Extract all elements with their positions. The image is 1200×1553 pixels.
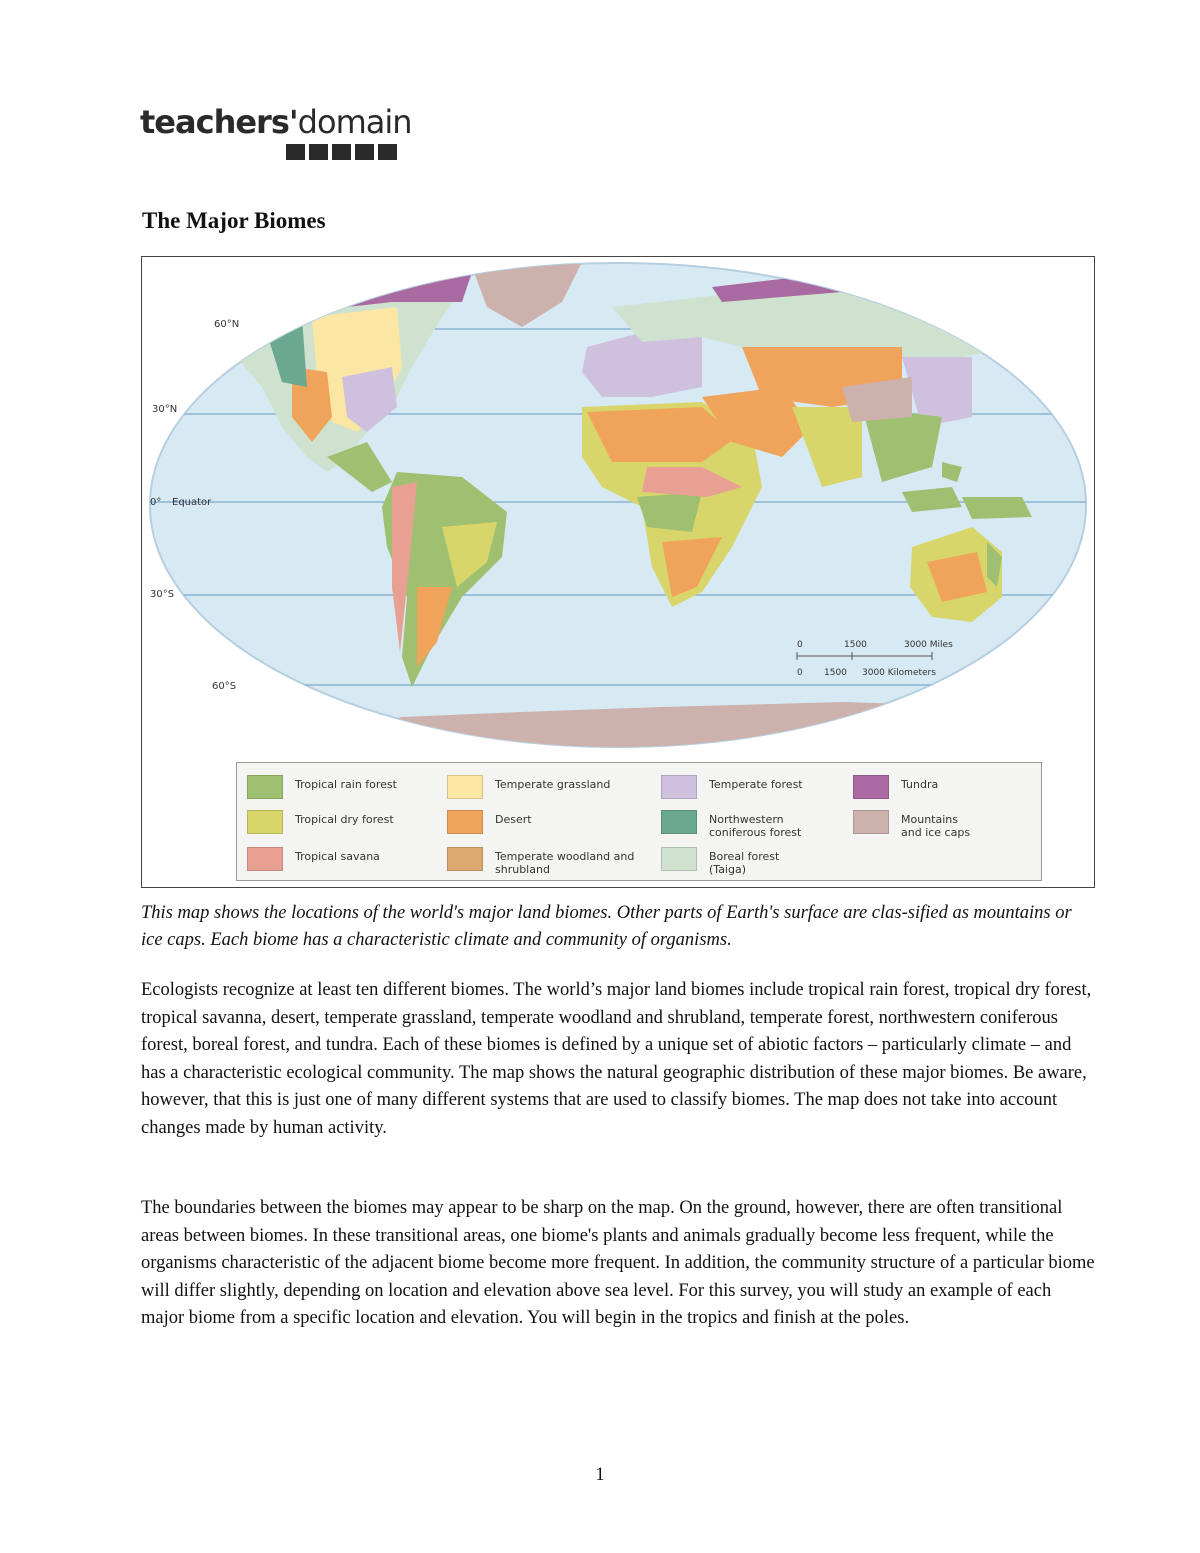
legend-item-temperate-woodland [447, 847, 635, 876]
legend-item-tropical-dry-forest [247, 810, 394, 834]
legend-item-boreal-forest [661, 847, 809, 876]
legend-label: Tropical rain forest [295, 778, 397, 791]
page-title: The Major Biomes [142, 208, 326, 233]
legend-item-tropical-savana [247, 847, 380, 871]
world-biome-map [142, 257, 1094, 757]
logo-square [286, 144, 305, 160]
legend-item-northwestern-coniferous-forest [661, 810, 819, 839]
lat-label-60s: 60°S [212, 681, 237, 692]
legend-swatch [247, 810, 283, 834]
legend-label: Boreal forest (Taiga) [709, 850, 780, 876]
lat-label-30s: 30°S [150, 589, 175, 600]
legend-item-temperate-forest [661, 775, 803, 799]
scale-mile-0: 0 [797, 640, 803, 650]
scale-mile-1500: 1500 [844, 640, 867, 650]
legend-swatch [247, 775, 283, 799]
scale-mile-3000: 3000 Miles [904, 640, 953, 650]
legend-label: Desert [495, 813, 532, 826]
lat-label-60n: 60°N [214, 319, 240, 330]
legend-label: Mountains and ice caps [901, 813, 971, 839]
logo-squares [286, 144, 397, 160]
legend-item-tundra [853, 775, 938, 799]
logo-square [355, 144, 374, 160]
legend-item-desert [447, 810, 532, 834]
lat-label-30n: 30°N [152, 404, 178, 415]
logo-square [309, 144, 328, 160]
lat-label-0: 0° [150, 497, 162, 508]
equator-label: Equator [172, 497, 212, 508]
legend-swatch [447, 810, 483, 834]
map-legend [236, 762, 1042, 881]
logo-square [332, 144, 351, 160]
legend-label: Northwestern coniferous forest [709, 813, 802, 839]
page-number: 1 [595, 1465, 605, 1485]
legend-item-temperate-grassland [447, 775, 610, 799]
legend-label: Tundra [901, 778, 939, 791]
logo-square [378, 144, 397, 160]
legend-swatch [447, 775, 483, 799]
legend-label: Temperate grassland [495, 778, 611, 791]
legend-swatch [661, 775, 697, 799]
biome-map-figure [141, 256, 1095, 888]
legend-swatch [247, 847, 283, 871]
legend-item-tropical-rain-forest [247, 775, 397, 799]
scale-km-3000: 3000 Kilometers [862, 668, 936, 678]
legend-label: Temperate woodland and shrubland [495, 850, 635, 876]
body-paragraph: The boundaries between the biomes may appear to be sharp on the map. On the ground, however, there are often transitional areas between biomes. In these transitional areas, one biome's plants and animals gradually become less frequent, while the organisms characteristic of the adjacent biome become more frequent. In addition, the community structure of a particular biome will differ slightly, depending on location and elevation above sea level. For this survey, you will study an example of each major biome from a specific location and elevation. You will begin in the tropics and finish at the poles. [141, 1198, 1095, 1328]
legend-label: Temperate forest [709, 778, 803, 791]
legend-item-mountains-ice-caps [853, 810, 981, 839]
legend-label: Tropical dry forest [295, 813, 394, 826]
logo-wordmark: teachers'domain [140, 103, 412, 141]
scale-km-1500: 1500 [824, 668, 847, 678]
body-paragraph: Ecologists recognize at least ten different biomes. The world’s major land biomes include tropical rain forest, tropical dry forest, tropical savanna, desert, temperate grassland, temperate woodland and shrubland, temperate forest, northwestern coniferous forest, boreal forest, and tundra. Each of these biomes is defined by a unique set of abiotic factors – particularly climate – and has a characteristic ecological community. The map shows the natural geographic distribution of these major biomes. Be aware, however, that this is just one of many different systems that are used to classify biomes. The map does not take into account changes made by human activity. [141, 980, 1092, 1138]
scale-km-0: 0 [797, 668, 803, 678]
legend-swatch [661, 847, 697, 871]
legend-swatch [853, 810, 889, 834]
figure-caption: This map shows the locations of the world's major land biomes. Other parts of Earth's surface are clas-sified as mountains or ice caps. Each biome has a characteristic climate and community of organisms. [141, 903, 1072, 950]
legend-swatch [853, 775, 889, 799]
legend-swatch [661, 810, 697, 834]
legend-label: Tropical savana [295, 850, 380, 863]
legend-swatch [447, 847, 483, 871]
teachers-domain-logo [140, 104, 410, 164]
